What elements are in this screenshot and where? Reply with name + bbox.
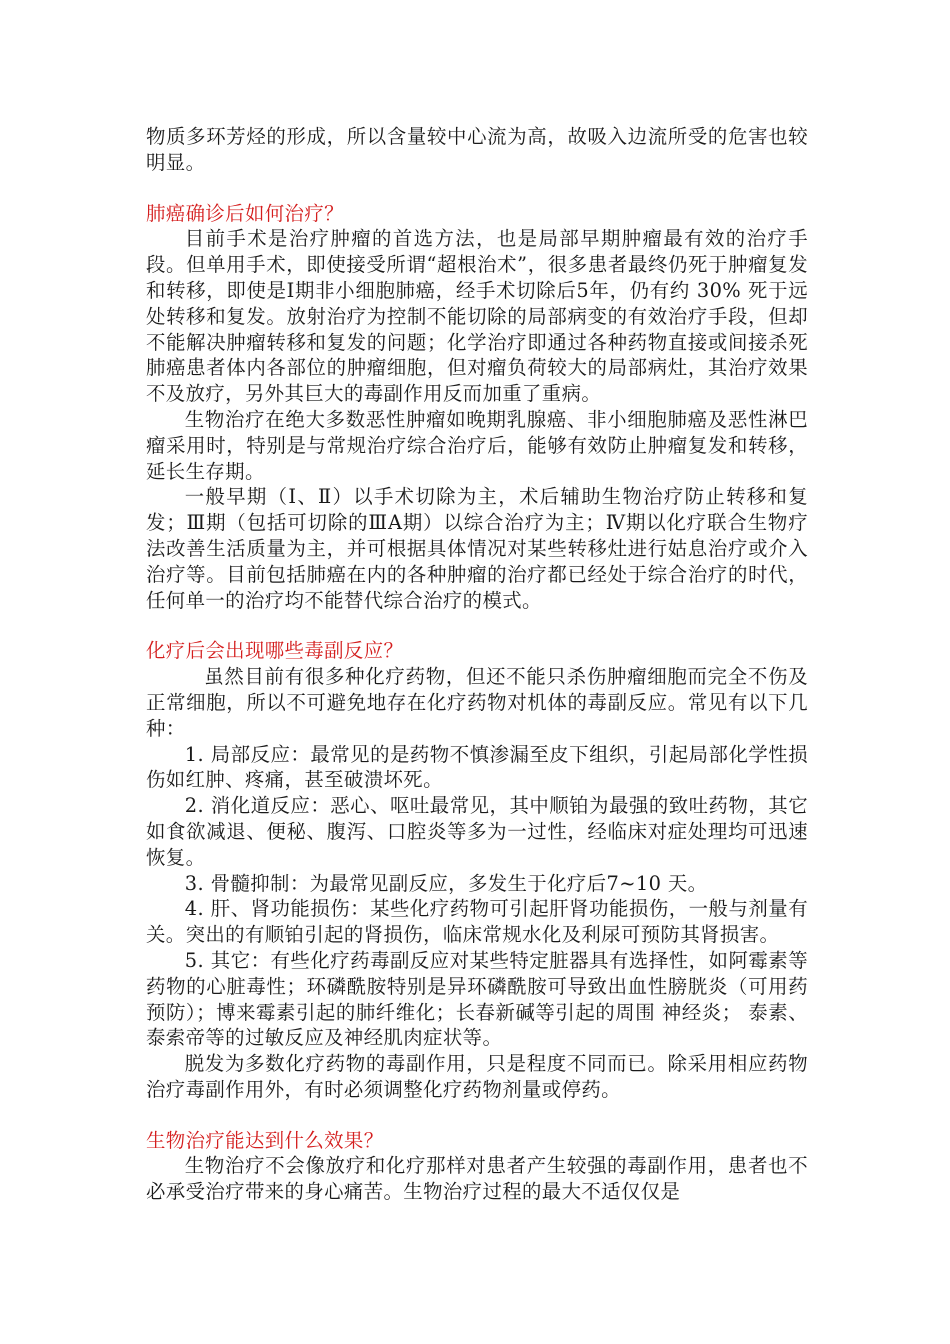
list-item: 4. 肝、肾功能损伤：某些化疗药物可引起肝肾功能损伤，一般与剂量有关。突出的有顺铂引起的肾损伤，临床常规水化及利尿可预防其肾损害。	[146, 897, 808, 947]
section-gap	[146, 176, 808, 201]
section-heading-lung-cancer-treatment: 肺癌确诊后如何治疗？	[146, 201, 344, 225]
list-item: 3. 骨髓抑制：为最常见副反应，多发生于化疗后7~10 天。	[184, 871, 708, 895]
paragraph: 生物治疗不会像放疗和化疗那样对患者产生较强的毒副作用，患者也不必承受治疗带来的身心痛苦。生物治疗过程的最大不适仅仅是	[146, 1154, 808, 1204]
paragraph: 目前手术是治疗肿瘤的首选方法，也是局部早期肿瘤最有效的治疗手段。但单用手术，即使接受所谓“超根治术”，很多患者最终仍死于肿瘤复发和转移，即使是Ⅰ期非小细胞肺癌，经手术切除后5年，仍有约 30% 死于远处转移和复发。放射治疗为控制不能切除的局部病变的有效治疗手段，但却不能解决肿瘤转移和复发的问题；化学治疗即通过各种药物直接或间接杀死肺癌患者体内各部位的肿瘤细胞，但对瘤负荷较大的局部病灶，其治疗效果不及放疗，另外其巨大的毒副作用反而加重了重病。	[146, 227, 808, 406]
section-heading-biotherapy-effects: 生物治疗能达到什么效果？	[146, 1128, 384, 1152]
section-heading-chemo-side-effects: 化疗后会出现哪些毒副反应？	[146, 639, 404, 663]
list-item: 1. 局部反应：最常见的是药物不慎渗漏至皮下组织，引起局部化学性损伤如红肿、疼痛，甚至破溃坏死。	[146, 742, 808, 792]
paragraph: 一般早期（Ⅰ、Ⅱ）以手术切除为主，术后辅助生物治疗防止转移和复发；Ⅲ期（包括可切除的ⅢA期）以综合治疗为主；Ⅳ期以化疗联合生物疗法改善生活质量为主，并可根据具体情况对某些转移灶进行姑息治疗或介入治疗等。目前包括肺癌在内的各种肿瘤的治疗都已经处于综合治疗的时代，任何单一的治疗均不能替代综合治疗的模式。	[146, 485, 808, 612]
list-item: 2. 消化道反应：恶心、呕吐最常见，其中顺铂为最强的致吐药物，其它如食欲减退、便秘、腹泻、口腔炎等多为一过性，经临床对症处理均可迅速恢复。	[146, 794, 808, 869]
paragraph: 脱发为多数化疗药物的毒副作用，只是程度不同而已。除采用相应药物治疗毒副作用外，有时必须调整化疗药物剂量或停药。	[146, 1052, 808, 1101]
intro-paragraph: 物质多环芳烃的形成，所以含量较中心流为高，故吸入边流所受的危害也较明显。	[146, 125, 808, 174]
paragraph: 生物治疗在绝大多数恶性肿瘤如晚期乳腺癌、非小细胞肺癌及恶性淋巴瘤采用时，特别是与常规治疗综合治疗后，能够有效防止肿瘤复发和转移，延长生存期。	[146, 407, 808, 483]
section-gap	[146, 613, 808, 638]
paragraph: 虽然目前有很多种化疗药物，但还不能只杀伤肿瘤细胞而完全不伤及正常细胞，所以不可避免地存在化疗药物对机体的毒副反应。常见有以下几种：	[146, 665, 808, 740]
list-item: 5. 其它：有些化疗药毒副反应对某些特定脏器具有选择性，如阿霉素等药物的心脏毒性；环磷酰胺特别是异环磷酰胺可导致出血性膀胱炎（可用药预防）；博来霉素引起的肺纤维化；长春新碱等引起的周围 神经炎； 泰素、泰索帝等的过敏反应及神经肌肉症状等。	[146, 948, 808, 1050]
document-page	[146, 124, 808, 1205]
section-gap	[146, 1103, 808, 1128]
